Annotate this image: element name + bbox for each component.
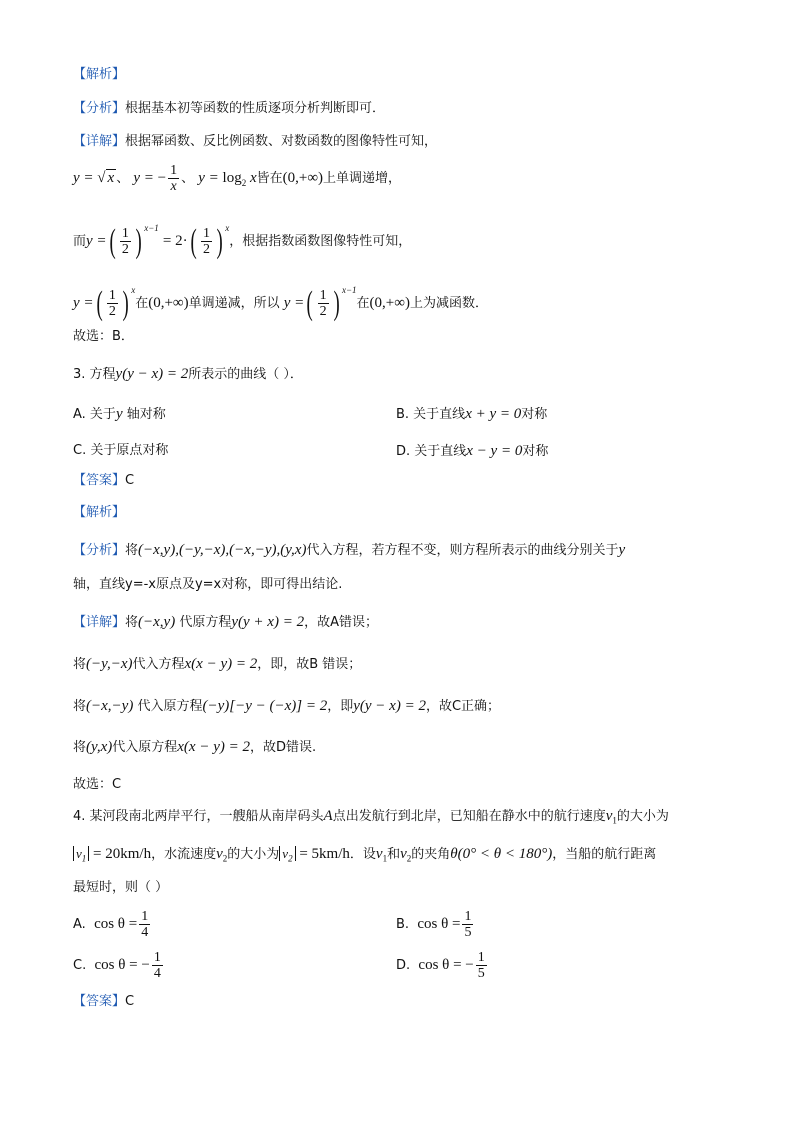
- q3-analysis-line1: 【分析】将(−x,y),(−y,−x),(−x,−y),(y,x)代入方程，若方程不变，则方程所表示的曲线分别关于y: [73, 542, 626, 558]
- prev-line4: y = √ x 、 y = − $\frac{1}{x}$ 、 $y = \log_2 x$皆在(0,+∞)上单调递增，: [73, 163, 402, 194]
- jiexi-heading: 【解析】: [73, 67, 126, 82]
- q3-detail-1: 【详解】将(−x,y) 代原方程y(y + x) = 2，故A错误；: [73, 614, 378, 630]
- q4-option-c: C. cos θ = − $\frac{1}{4}$: [73, 950, 161, 981]
- q3-detail-4: 将(y,x)代入原方程x(x − y) = 2，故D错误.: [73, 739, 317, 755]
- q4-stem-line3: 最短时，则（ ）: [73, 880, 169, 895]
- prev-analysis: 【分析】根据基本初等函数的性质逐项分析判断即可．: [73, 101, 386, 116]
- q3-detail-3: 将(−x,−y) 代入原方程(−y)[−y − (−x)] = 2，即y(y − x) = 2，故C正确；: [73, 698, 501, 714]
- q3-answer: 【答案】C: [73, 473, 135, 488]
- q3-option-b: B. 关于直线x + y = 0对称: [396, 406, 548, 422]
- q3-detail-2: 将(−y,−x)代入方程x(x − y) = 2，即，故B 错误；: [73, 656, 362, 672]
- q4-stem-line1: 4. 某河段南北两岸平行，一艘船从南岸码头A点出发航行到北岸，已知船在静水中的航行速度$v_1$的大小为: [73, 808, 669, 826]
- q4-answer: 【答案】C: [73, 994, 135, 1009]
- q4-option-d: D. cos θ = − $\frac{1}{5}$: [396, 950, 485, 981]
- q3-option-d: D. 关于直线x − y = 0对称: [396, 443, 549, 459]
- prev-answer: 故选：B．: [73, 329, 134, 344]
- q4-stem-line2: $v_1 = 20km/h$，水流速度$v_2$的大小为 $v_2 = 5km/h$．设$v_1$和$v_2$的夹角θ(0° < θ < 180°)，当船的航行距离: [73, 842, 656, 871]
- q4-option-b: B. cos θ = $\frac{1}{5}$: [396, 909, 472, 940]
- prev-line6: y =( $\frac{1}{2}$ ) $^x$在(0,+∞)单调递减，所以 y =( $\frac{1}{2}$ ) $^{x-1}$在(0,+∞)上为减函数．: [73, 284, 488, 322]
- q3-final-answer: 故选：C: [73, 777, 122, 792]
- q3-option-c: C. 关于原点对称: [73, 443, 169, 458]
- q3-analysis-line2: 轴，直线y=-x原点及y=x对称，即可得出结论.: [73, 577, 343, 592]
- q3-option-a: A. 关于y 轴对称: [73, 406, 166, 422]
- q3-stem: 3. 方程y(y − x) = 2所表示的曲线（ ）．: [73, 366, 303, 382]
- prev-detail: 【详解】根据幂函数、反比例函数、对数函数的图像特性可知，: [73, 134, 438, 149]
- q3-jiexi: 【解析】: [73, 505, 126, 520]
- prev-line5: 而y =( $\frac{1}{2}$ ) $^{x-1}$ = 2·( $\frac{1}{2}$ ) $^x$，根据指数函数图像特性可知，: [73, 222, 412, 260]
- q4-option-a: A. cos θ = $\frac{1}{4}$: [73, 909, 149, 940]
